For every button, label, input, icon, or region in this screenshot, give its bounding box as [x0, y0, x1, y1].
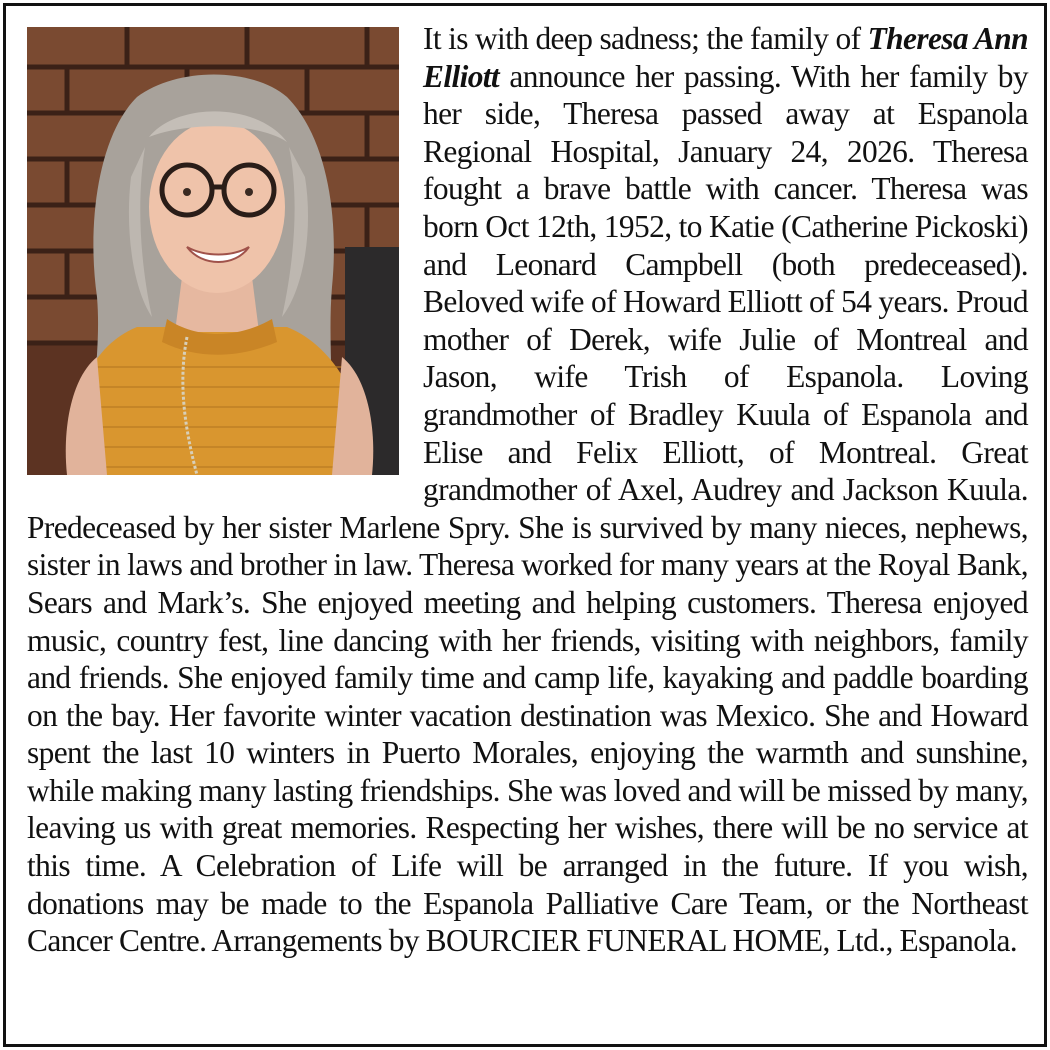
portrait-photo [27, 27, 399, 475]
obituary-body: announce her passing. With her family by her side, Theresa passed away at Espanola Regional Hospital, January 24, 2026. Theresa fought a brave battle with cancer. Theresa was born Oct 12th, 1952, to Katie (Catherine Pickoski) and Leonard Campbell (both predeceased). Beloved wife of Howard Elliott of 54 years. Proud mother of Derek, wife Julie of Montreal and Jason, wife Trish of Espanola. Loving grandmother of Bradley Kuula of Espanola and Elise and Felix Elliott, of Montreal. Great grandmother of Axel, Audrey and Jackson Kuula. Predeceased by her sister Marlene Spry. She is survived by many nieces, nephews, sister in laws and brother in law. Theresa worked for many years at the Royal Bank, Sears and Mark’s. She enjoyed meeting and helping customers. Theresa enjoyed music, country fest, line dancing with her friends, visiting with neighbors, family and friends. She enjoyed family time and camp life, kayaking and paddle boarding on the bay. Her favorite winter vacation destination was Mexico. She and Howard spent the last 10 winters in Puerto Morales, enjoying the warmth and sunshine, while making many lasting friendships. She was loved and will be missed by many, leaving us with great memories. Respecting her wishes, there will be no service at this time. A Celebration of Life will be arranged in the future. If you wish, donations may be made to the Espanola Palliative Care Team, or the Northeast Cancer Centre. Arrangements by BOURCIER FUNERAL HOME, Ltd., Espanola. [27, 58, 1028, 959]
portrait-image [27, 27, 399, 475]
intro-text: It is with deep sadness; the family of [423, 21, 868, 56]
deceased-name: Theresa Ann Elliott [423, 21, 1029, 94]
obituary-notice [3, 3, 1047, 1047]
